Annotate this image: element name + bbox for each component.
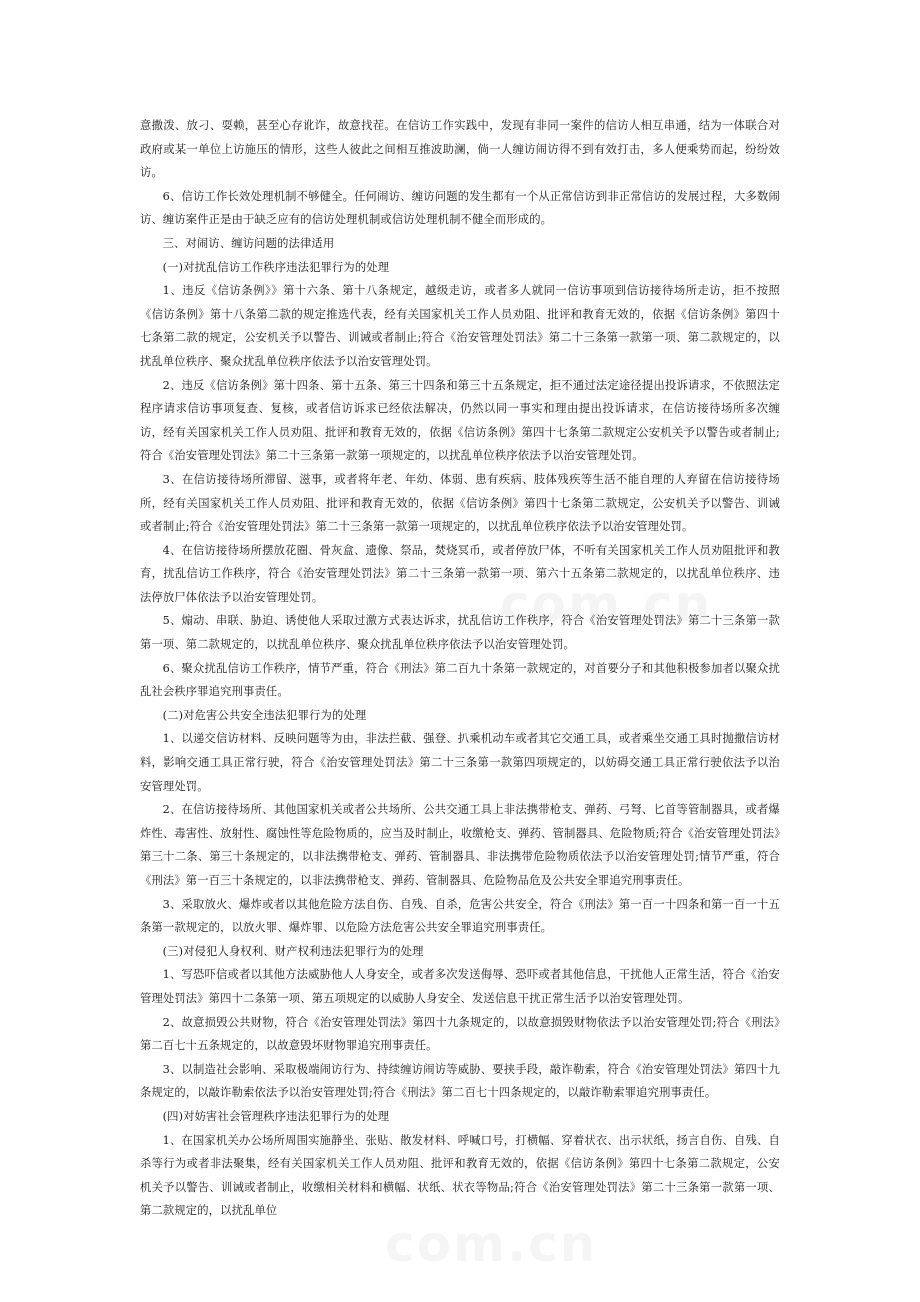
paragraph: 1、以递交信访材料、反映问题等为由，非法拦截、强登、扒乘机动车或者其它交通工具，或者乘坐交通工具时抛撒信访材料，影响交通工具正常行驶，符合《治安管理处罚法》第二十三条第一款第四项规定的，以妨碍交通工具正常行驶依法予以治安管理处罚。	[140, 732, 780, 793]
paragraph: 3、以制造社会影响、采取极端闹访行为、持续缠访闹访等威胁、要挟手段，敲诈勒索，符合《治安管理处罚法》第四十九条规定的，以敲诈勒索依法予以治安管理处罚;符合《刑法》第二百七十四条规定的，以敲诈勒索罪追究刑事责任。	[140, 1062, 780, 1100]
paragraph-continuation: 意撒泼、放刁、耍赖，甚至心存讹诈，故意找茬。在信访工作实践中，发现有非同一案件的信访人相互串通，结为一体联合对政府或某一单位上访施压的情形，这些人彼此之间相互推波助澜，倘一人缠访闹访得不到有效打击，多人便乘势而起，纷纷效访。	[140, 119, 780, 180]
paragraph: 4、在信访接待场所摆放花圈、骨灰盒、遗像、祭品，焚烧冥币，或者停放尸体，不听有关国家机关工作人员劝阻批评和教育，扰乱信访工作秩序，符合《治安管理处罚法》第二十三条第一款第一项、第六十五条第二款规定的，以扰乱单位秩序、违法停放尸体依法予以治安管理处罚。	[140, 543, 780, 604]
subsection-heading: (一)对扰乱信访工作秩序违法犯罪行为的处理	[162, 260, 390, 274]
paragraph: 3、在信访接待场所滞留、滋事，或者将年老、年幼、体弱、患有疾病、肢体残疾等生活不能自理的人弃留在信访接待场所，经有关国家机关工作人员劝阻、批评和教育无效的，依据《信访条例》第四十七条第二款规定，公安机关予以警告、训诫或者制止;符合《治安管理处罚法》第二十三条第一款第一项规定的，以扰乱单位秩序依法予以治安管理处罚。	[140, 472, 780, 534]
paragraph: 3、采取放火、爆炸或者以其他危险方法自伤、自残、自杀，危害公共安全，符合《刑法》第一百一十四条和第一百一十五条第一款规定的，以放火罪、爆炸罪、以危险方法危害公共安全罪追究刑事责任。	[140, 897, 780, 935]
subsection-heading: (二)对危害公共安全违法犯罪行为的处理	[162, 708, 367, 722]
paragraph: 2、故意损毁公共财物，符合《治安管理处罚法》第四十九条规定的，以故意损毁财物依法予以治安管理处罚;符合《刑法》第二百七十五条规定的，以故意毁坏财物罪追究刑事责任。	[140, 1015, 780, 1053]
paragraph: 6、信访工作长效处理机制不够健全。任何闹访、缠访问题的发生都有一个从正常信访到非正常信访的发展过程，大多数闹访、缠访案件正是由于缺乏应有的信访处理机制或信访处理机制不健全而形成的。	[140, 189, 780, 227]
section-heading: 三、对闹访、缠访问题的法律适用	[162, 236, 335, 250]
paragraph: 5、煽动、串联、胁迫、诱使他人采取过激方式表达诉求，扰乱信访工作秩序，符合《治安管理处罚法》第二十三条第一款第一项、第二款规定的，以扰乱单位秩序、聚众扰乱单位秩序依法予以治安管理处罚。	[140, 614, 780, 652]
paragraph: 1、在国家机关办公场所周围实施静坐、张贴、散发材料、呼喊口号，打横幅、穿着状衣、出示状纸，扬言自伤、自残、自杀等行为或者非法聚集，经有关国家机关工作人员劝阻、批评和教育无效的，依据《信访条例》第四十七条第二款规定，公安机关予以警告、训诫或者制止，收缴相关材料和横幅、状纸、状衣等物品;符合《治安管理处罚法》第二十三条第一款第一项、第二款规定的，以扰乱单位	[140, 1133, 780, 1218]
document-body	[140, 114, 780, 1223]
paragraph: 2、违反《信访条例》第十四条、第十五条、第三十四条和第三十五条规定，拒不通过法定途径提出投诉请求，不依照法定程序请求信访事项复查、复核，或者信访诉求已经依法解决，仍然以同一事实和理由提出投诉请求，在信访接待场所多次缠访，经有关国家机关工作人员劝阻、批评和教育无效的，依据《信访条例》第四十七条第二款规定公安机关予以警告或者制止;符合《治安管理处罚法》第二十三条第一款第一项规定的，以扰乱单位秩序依法予以治安管理处罚。	[140, 378, 780, 463]
subsection-heading: (三)对侵犯人身权利、财产权利违法犯罪行为的处理	[162, 944, 424, 958]
paragraph: 1、写恐吓信或者以其他方法威胁他人人身安全，或者多次发送侮辱、恐吓或者其他信息，干扰他人正常生活，符合《治安管理处罚法》第四十二条第一项、第五项规定的以威胁人身安全、发送信息干扰正常生活予以治安管理处罚。	[140, 968, 780, 1005]
paragraph: 2、在信访接待场所、其他国家机关或者公共场所、公共交通工具上非法携带枪支、弹药、弓弩、匕首等管制器具，或者爆炸性、毒害性、放射性、腐蚀性等危险物质的，应当及时制止，收缴枪支、弹药、管制器具、危险物质;符合《治安管理处罚法》第三十二条、第三十条规定的，以非法携带枪支、弹药、管制器具、非法携带危险物质依法予以治安管理处罚;情节严重，符合《刑法》第一百三十条规定的，以非法携带枪支、弹药、管制器具、危险物品危及公共安全罪追究刑事责任。	[140, 803, 780, 887]
paragraph: 6、聚众扰乱信访工作秩序，情节严重，符合《刑法》第二百九十条第一款规定的，对首要分子和其他积极参加者以聚众扰乱社会秩序罪追究刑事责任。	[140, 661, 780, 699]
watermark-bottom	[385, 1215, 597, 1273]
subsection-heading: (四)对妨害社会管理秩序违法犯罪行为的处理	[162, 1109, 390, 1123]
paragraph: 1、违反《信访条例》》第十六条、第十八条规定，越级走访，或者多人就同一信访事项到信访接待场所走访，拒不按照《信访条例》第十八条第二款的规定推选代表，经有关国家机关工作人员劝阻、批评和教育无效的，依据《信访条例》第四十七条第二款的规定，公安机关予以警告、训诫或者制止;符合《治安管理处罚法》第二十三条第一款第一项、第二款规定的，以扰乱单位秩序、聚众扰乱单位秩序依法予以治安管理处罚。	[140, 284, 780, 368]
